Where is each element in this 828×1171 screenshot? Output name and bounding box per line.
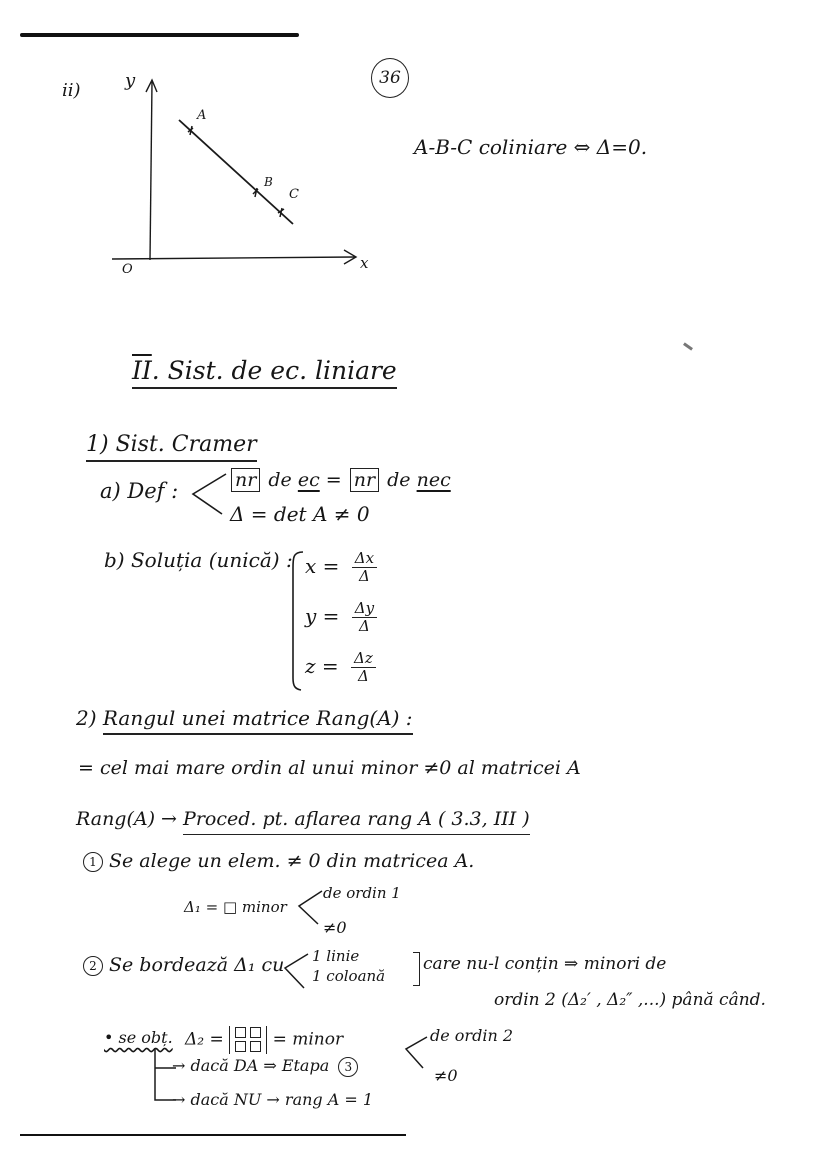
collinear-condition: A-B-C coliniare ⇔ Δ=0.: [414, 135, 648, 159]
delta-2-determinant: [229, 1026, 267, 1054]
top-rule: [20, 33, 299, 37]
step-1-branch-order: de ordin 1: [323, 884, 401, 902]
rank-procedure-link: Proced. pt. aflarea rang A ( 3.3, III ): [183, 808, 530, 835]
step-2-bracket: [413, 952, 420, 986]
step-1-branch-symbol: [296, 888, 326, 928]
axis-y-label: y: [125, 70, 136, 91]
nr-box-1: nr: [231, 468, 260, 492]
obtained-label-text: • se obț.: [104, 1028, 173, 1047]
solution-y-den: Δ: [359, 617, 370, 635]
solution-x: [305, 550, 377, 585]
step-2-branch-column: 1 coloană: [312, 967, 386, 985]
def-equals: =: [325, 469, 342, 491]
step-2-number: 2: [83, 956, 103, 976]
def-branch-symbol: [190, 470, 230, 518]
cramer-heading: [86, 432, 257, 457]
case-yes-step: 3: [338, 1057, 358, 1077]
page-number: 36: [379, 68, 401, 88]
step-2-branch-symbol: [282, 950, 312, 992]
solution-z-var: z =: [305, 654, 339, 678]
def-nec: nec: [416, 469, 451, 491]
axis-x-label: x: [360, 254, 369, 272]
obtained-branch-nonzero: ≠0: [434, 1066, 458, 1085]
def-label: a) Def :: [100, 479, 179, 503]
solution-y-num: Δy: [352, 600, 377, 618]
rank-heading-num: 2): [76, 706, 97, 730]
solution-y-fraction: [352, 600, 377, 635]
solution-x-var: x =: [305, 554, 340, 578]
step-1: [83, 850, 474, 872]
solution-brace: [283, 548, 307, 693]
step-2-text: Se bordează Δ₁ cu: [109, 954, 285, 976]
delta-2-rhs: = minor: [272, 1029, 344, 1050]
point-label-a: A: [197, 108, 207, 123]
solution-y-var: y =: [305, 604, 340, 628]
step-1-text: Se alege un elem. ≠ 0 din matricea A.: [109, 850, 475, 872]
solution-z-den: Δ: [357, 667, 369, 685]
point-label-b: B: [264, 175, 273, 189]
def-ec: ec: [297, 469, 320, 491]
delta-2-expression: [185, 1026, 343, 1054]
stray-mark: [683, 342, 693, 350]
def-line-1: [229, 469, 451, 491]
figure-label: ii): [62, 80, 81, 101]
obtained-label: [104, 1028, 173, 1047]
step-2-suffix-2: ordin 2 (Δ₂′ , Δ₂″ ,...) până când.: [494, 990, 766, 1010]
origin-label: O: [122, 262, 133, 277]
obtained-branch-symbol: [403, 1034, 431, 1074]
delta-2-lhs: Δ₂ =: [185, 1029, 224, 1050]
rank-definition: = cel mai mare ordin al unui minor ≠0 al matricei A: [78, 757, 581, 779]
cramer-heading-text: 1) Sist. Cramer: [86, 432, 257, 462]
section-roman: $\overline{II}$: [132, 356, 152, 385]
solution-x-den: Δ: [358, 567, 370, 585]
case-yes: [172, 1056, 364, 1077]
rank-heading-text: Rangul unei matrice Rang(A) :: [103, 706, 413, 735]
solution-x-fraction: [352, 550, 377, 585]
collinear-points-diagram: [100, 70, 380, 285]
solution-label: b) Soluția (unică) :: [104, 548, 293, 572]
section-title: [132, 356, 397, 389]
def-de-2: de: [387, 469, 411, 491]
rank-procedure-prefix: Rang(A) →: [76, 808, 177, 830]
point-label-c: C: [289, 187, 299, 202]
nr-box-2: nr: [350, 468, 379, 492]
step-2-branch-row: 1 linie: [312, 947, 360, 965]
case-yes-text: → dacă DA ⇒ Etapa: [172, 1056, 330, 1075]
solution-z-num: Δz: [351, 650, 376, 668]
step-2: [83, 954, 284, 976]
section-title-text: . Sist. de ec. liniare: [151, 356, 397, 385]
step-2-suffix: care nu-l conțin ⇒ minori de: [423, 954, 667, 974]
bottom-rule: [20, 1134, 406, 1136]
solution-y: [305, 600, 377, 635]
obtained-branch-order: de ordin 2: [430, 1026, 514, 1045]
step-1-branch-nonzero: ≠0: [323, 918, 347, 937]
rank-heading: [76, 706, 413, 730]
solution-z: [305, 650, 376, 685]
case-no: → dacă NU → rang A = 1: [172, 1090, 374, 1109]
step-1-minor: Δ₁ = □ minor: [184, 898, 287, 916]
solution-z-fraction: [351, 650, 376, 685]
rank-procedure: [76, 808, 530, 830]
def-line-2: Δ = det A ≠ 0: [230, 502, 370, 526]
def-de-1: de: [268, 469, 292, 491]
solution-x-num: Δx: [352, 550, 377, 568]
step-1-number: 1: [83, 852, 103, 872]
